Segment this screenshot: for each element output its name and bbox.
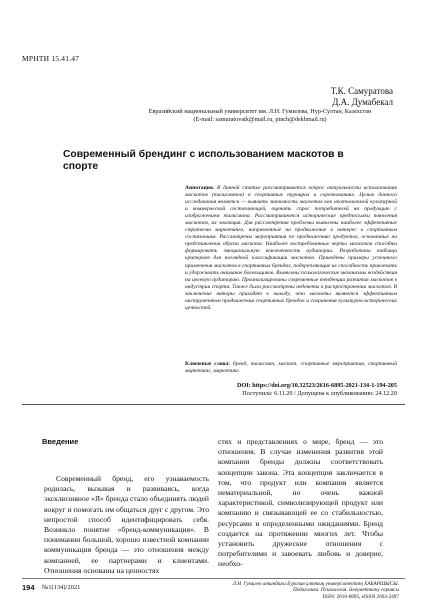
body-column-left: Современный бренд, его узнаваемость родилась, вызывая и развиваясь, когда эксклюзивное «Я» бренда стало объединять людей вокруг и помогать им общаться друг с другом. Это непростой способ идентифицировать себя. Возникло понятие «бренд-коммуникация». В понимании большой, хорошо известной компании коммуникация бренда — это отношения между компанией, ее партнерами и клиентами. Отношения основаны на ценностях bbox=[44, 474, 209, 575]
body-column-right: стях и представлениях о мире, бренд — это отношения. В случае изменения развития этой компании бренды должны соответствовать концепции закона. Эта концепция заключается в том, что продукт или компания является нематериальной, но очень важной характеристикой, символизирующей продукт или компанию и связывающей ее со стабильностью, ресурсами и определенными ожиданиями. Бренд создается на протяжении многих лет. Чтобы установить дружеские отношения с потребителями и завоевать любовь и доверие, необхо- bbox=[218, 437, 383, 569]
section-heading: Введение bbox=[42, 437, 79, 446]
title-line-2: спорте bbox=[63, 160, 99, 172]
section-divider bbox=[22, 404, 405, 405]
article-title bbox=[63, 149, 363, 172]
affiliation-line: Евразийский национальный университет им. Л.Н. Гумилева, Нур-Султан, Казахстан bbox=[148, 108, 372, 115]
journal-title: Л.Н. Гумилев атындағы Еуразия ұлттық университетінің ХАБАРШЫСЫ. bbox=[232, 581, 399, 587]
issue-number: №1(134)/2021 bbox=[42, 584, 81, 591]
journal-info bbox=[119, 581, 399, 600]
affiliation-email: (E-mail: samuratovatk@mail.ru, pinch@dekhmail.ru) bbox=[193, 115, 327, 123]
page-number: 194 bbox=[22, 583, 35, 592]
abstract-label: Аннотация. bbox=[185, 185, 215, 191]
keywords-label: Ключевые слова: bbox=[185, 361, 230, 367]
keywords bbox=[185, 361, 397, 375]
authors-block bbox=[331, 86, 393, 108]
journal-issn: ISSN: 2616-6895, eISSN 2663-2497 bbox=[322, 593, 399, 600]
mrnti-code: МРНТИ 15.41.47 bbox=[22, 54, 80, 63]
doi-link[interactable]: DOI: https://doi.org/10.32523/2616-6895-2021-134-1-194-205 bbox=[236, 382, 397, 389]
affiliation-block bbox=[110, 108, 410, 123]
footer-divider bbox=[22, 578, 405, 579]
title-line-1: Современный брендинг с использованием маскотов в bbox=[63, 149, 344, 160]
author-2: Д.А. Думабекал bbox=[332, 97, 393, 107]
abstract bbox=[185, 185, 397, 312]
submission-dates: Поступила: 6.11.20 / Допущена к опубликованию: 24.12.20 bbox=[242, 390, 397, 397]
author-1: Т.К. Самуратова bbox=[330, 86, 393, 96]
keywords-text: бренд, талисман, маскот, спортивные мероприятия, спортивный маркетинг, маркетинг. bbox=[185, 361, 398, 375]
abstract-text: В данной статье рассматривается вопрос актуальности использования маскотов (талисманов) в спортивных турнирах и соревнованиях. Целью данного исследования является — выявить значимость маскотов как неотъемлемой культурной и коммерческой составляющей, оценить спрос потребителей на продукцию с изображением талисмана. Рассматриваются исторические предпосылки появления маскотов, их эволюция. Для рассмотрения проблемы выявлены наиболее эффективные стратегии маркетинга, направленные на продвижение и интерес к спортивным состязаниям. Рассмотрены мероприятия по продвижению продуктов, основанные на представлении образа маскота. Наиболее востребованные черты маскотов способны формировать эмоциональную вовлеченность аудитории. Разработана таблица критериев для наглядной классификации маскотов. Приведены примеры успешного применения маскотов в спортивных брендах, подкрепляющие их способность привлекать и удерживать внимание болельщиков. Выявлены психологические механизмы воздействия на целевую аудиторию. Проанализированы современные тенденции развития маскотов в индустрии спорта. Также были рассмотрены недочеты в распространении маскотов. В заключение авторы приходят к выводу, что маскоты являются эффективным инструментом продвижения спортивных брендов и сохранения культурно-исторических ценностей. bbox=[185, 185, 397, 311]
journal-series: Педагогика. Психология. Әлеуметтану сериясы bbox=[293, 587, 399, 594]
